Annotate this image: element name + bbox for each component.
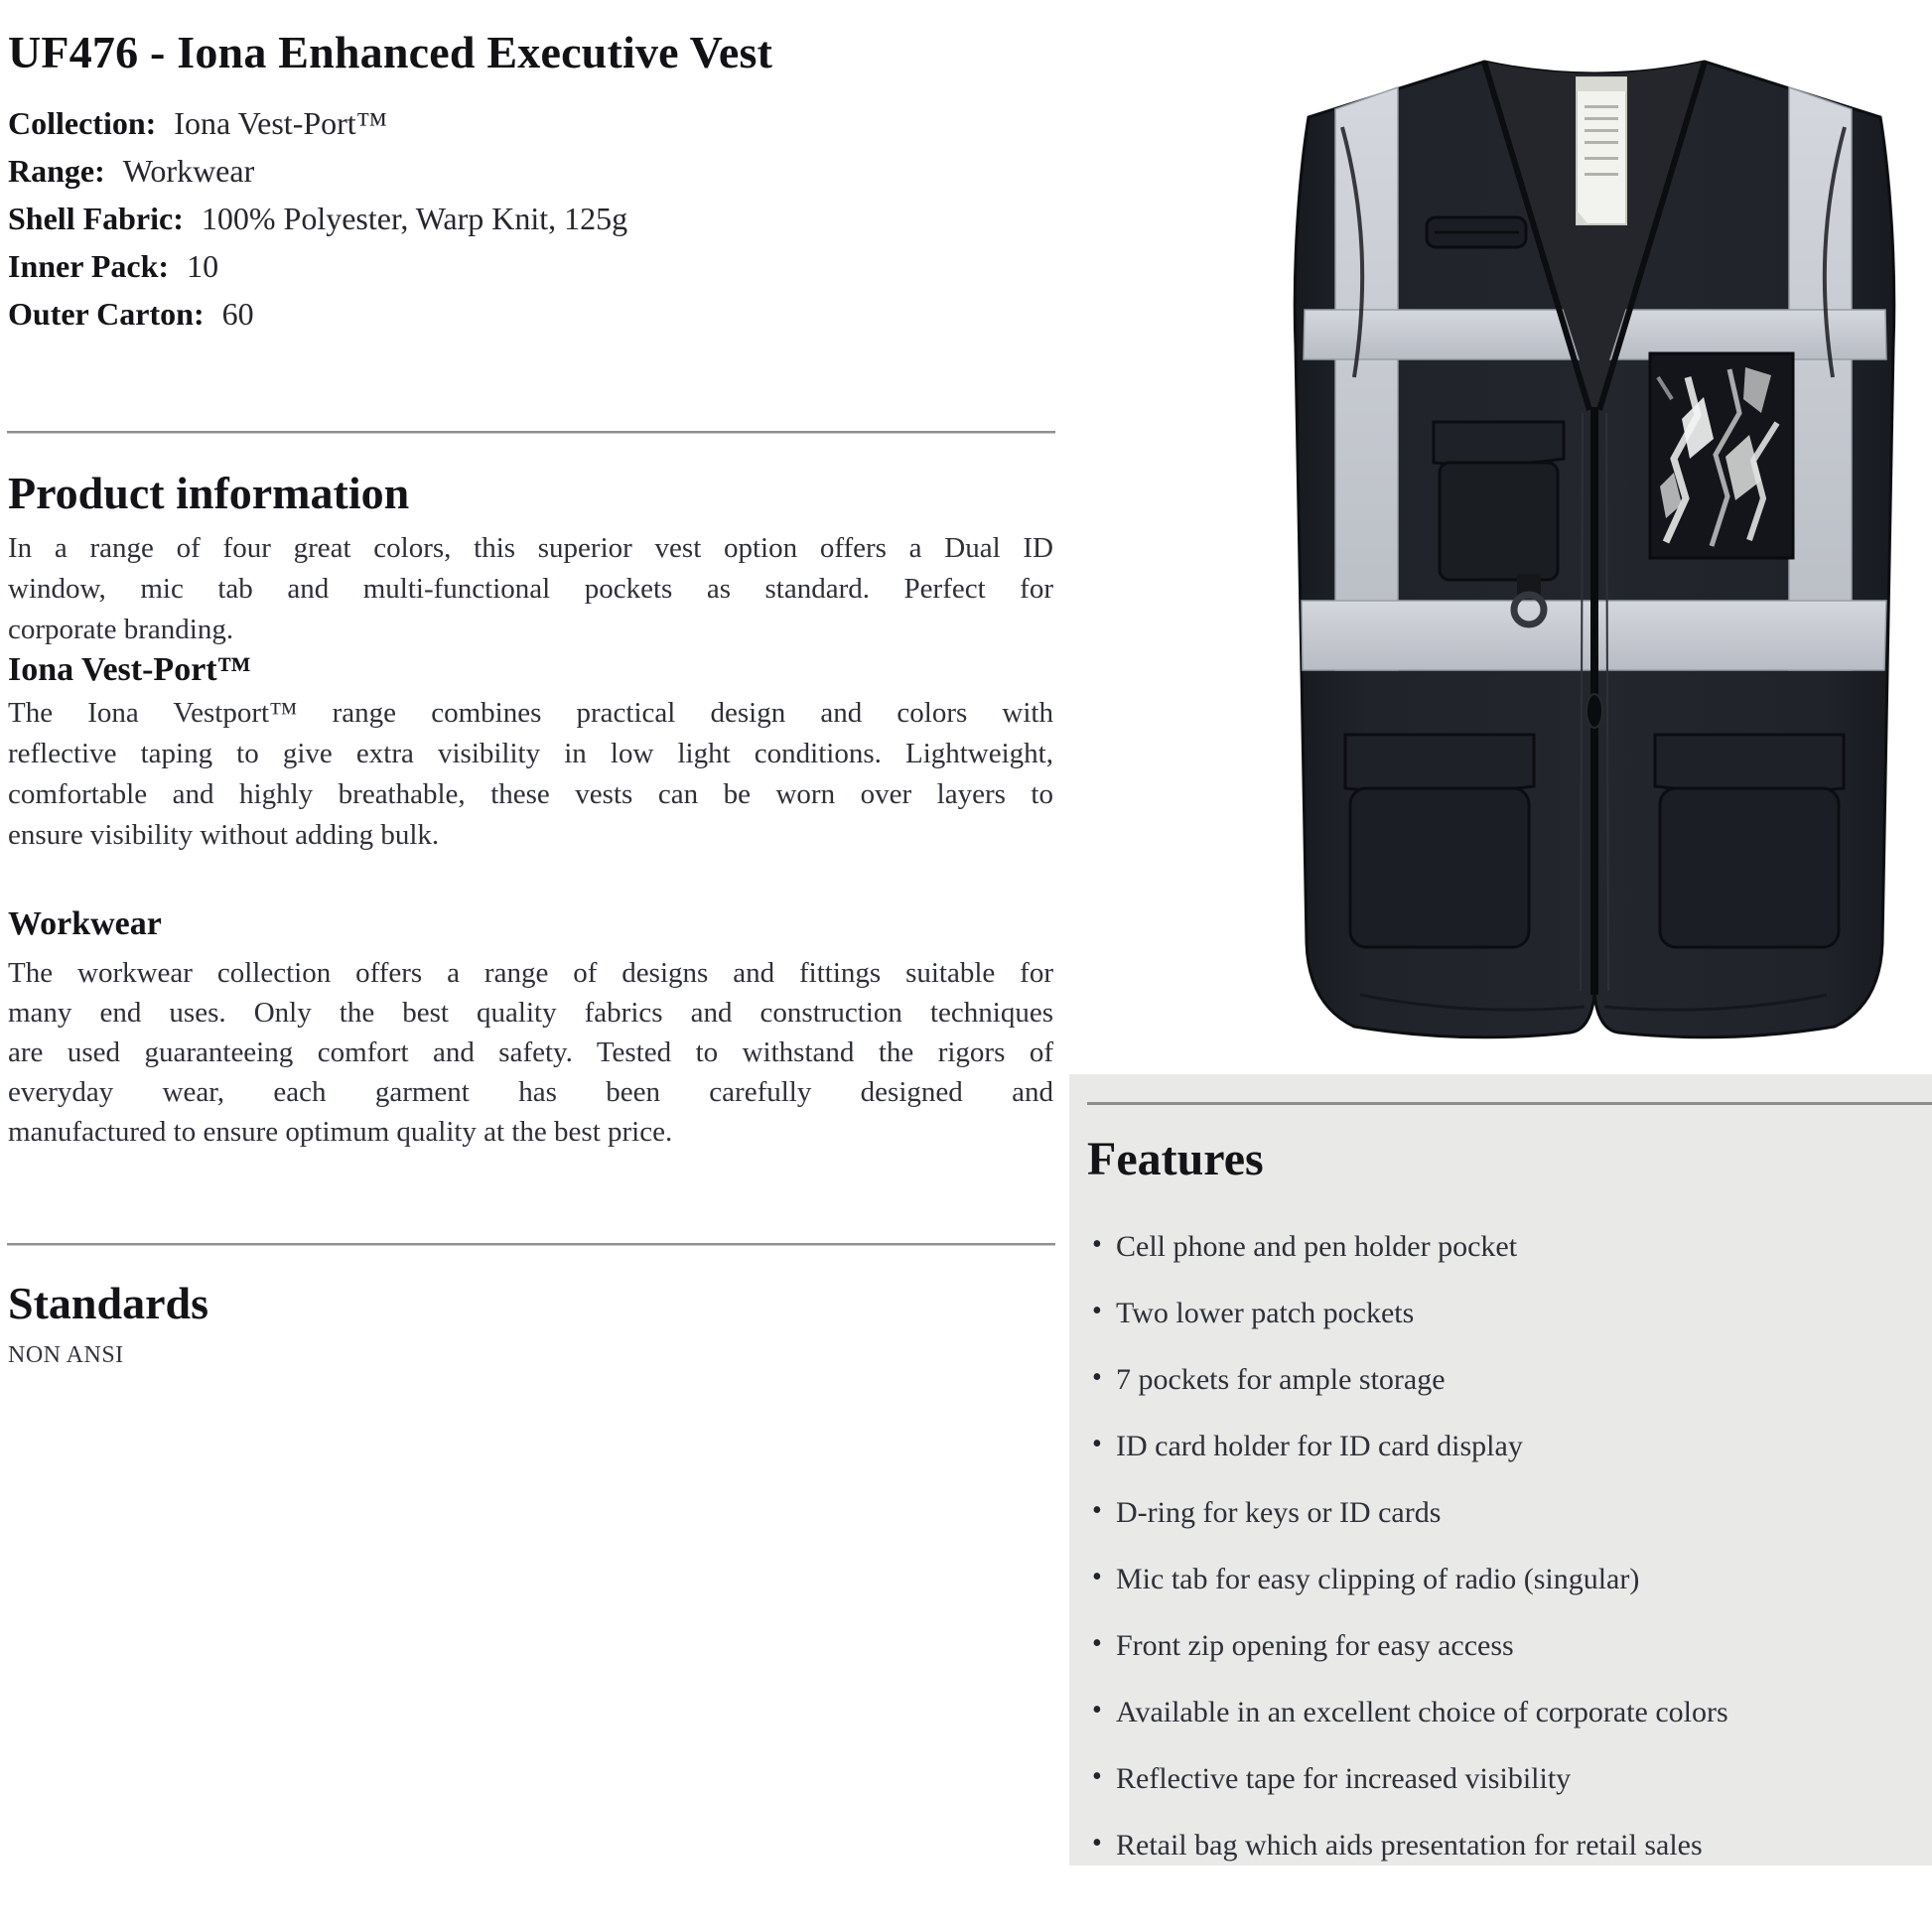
collection-paragraph <box>8 693 1053 856</box>
feature-item: • Available in an excellent choice of corporate colors <box>1090 1697 1922 1727</box>
paragraph-line: are used guaranteeing comfort and safety. Tested to withstand the rigors of <box>8 1036 1053 1068</box>
range-paragraph <box>8 953 1053 1152</box>
product-information-heading: Product information <box>8 468 410 518</box>
range-subheading: Workwear <box>8 905 162 942</box>
spec-label: Range: <box>8 153 105 189</box>
spec-list <box>8 99 627 338</box>
product-image <box>1291 50 1896 1047</box>
paragraph-line: reflective taping to give extra visibility in low light conditions. Lightweight, <box>8 738 1053 769</box>
spec-label: Outer Carton: <box>8 296 205 332</box>
features-heading: Features <box>1087 1133 1264 1185</box>
section-divider <box>7 431 1055 434</box>
standards-heading: Standards <box>8 1278 208 1328</box>
paragraph-line: corporate branding. <box>8 614 234 645</box>
section-divider <box>7 1243 1055 1246</box>
paragraph-line: manufactured to ensure optimum quality at the best price. <box>8 1116 673 1148</box>
product-intro-paragraph <box>8 528 1053 650</box>
paragraph-line: ensure visibility without adding bulk. <box>8 819 440 851</box>
features-divider <box>1087 1102 1932 1105</box>
spec-row-range <box>8 147 627 195</box>
feature-item: • Retail bag which aids presentation for retail sales <box>1090 1830 1922 1861</box>
paragraph-line: everyday wear, each garment has been carefully designed and <box>8 1076 1053 1108</box>
paragraph-line: comfortable and highly breathable, these vests can be worn over layers to <box>8 778 1053 810</box>
standards-value: NON ANSI <box>8 1342 124 1368</box>
page-title: UF476 - Iona Enhanced Executive Vest <box>8 27 773 77</box>
spec-value: Workwear <box>122 153 255 189</box>
feature-item: • ID card holder for ID card display <box>1090 1431 1922 1461</box>
spec-label: Collection: <box>8 105 157 141</box>
pen-holder-pocket <box>1427 217 1526 247</box>
features-list <box>1090 1231 1922 1896</box>
feature-item: • Two lower patch pockets <box>1090 1298 1922 1328</box>
spec-row-outer-carton <box>8 290 627 338</box>
paragraph-line: The workwear collection offers a range of designs and fittings suitable for <box>8 957 1053 989</box>
feature-item: • Mic tab for easy clipping of radio (singular) <box>1090 1564 1922 1594</box>
id-card-window <box>1650 353 1793 558</box>
paragraph-line: many end uses. Only the best quality fabrics and construction techniques <box>8 997 1053 1029</box>
feature-item: • Reflective tape for increased visibility <box>1090 1763 1922 1794</box>
feature-item: • 7 pockets for ample storage <box>1090 1364 1922 1395</box>
feature-item: • D-ring for keys or ID cards <box>1090 1497 1922 1528</box>
spec-row-collection <box>8 99 627 147</box>
paragraph-line: window, mic tab and multi-functional pockets as standard. Perfect for <box>8 573 1053 605</box>
paragraph-line: The Iona Vestport™ range combines practical design and colors with <box>8 697 1053 729</box>
vest-illustration <box>1291 50 1896 1047</box>
feature-item: • Cell phone and pen holder pocket <box>1090 1231 1922 1262</box>
features-panel <box>1069 1074 1932 1865</box>
chest-flap-pocket <box>1434 422 1564 580</box>
spec-value: 100% Polyester, Warp Knit, 125g <box>201 201 628 236</box>
spec-value: 10 <box>187 248 219 284</box>
spec-label: Inner Pack: <box>8 248 170 284</box>
spec-value: 60 <box>221 296 254 332</box>
paragraph-line: In a range of four great colors, this superior vest option offers a Dual ID <box>8 532 1053 564</box>
feature-item: • Front zip opening for easy access <box>1090 1630 1922 1661</box>
spec-row-shell-fabric <box>8 195 627 242</box>
collection-subheading: Iona Vest-Port™ <box>8 651 251 688</box>
size-label <box>1577 77 1626 224</box>
spec-label: Shell Fabric: <box>8 201 184 236</box>
spec-row-inner-pack <box>8 242 627 290</box>
spec-value: Iona Vest-Port™ <box>174 105 388 141</box>
